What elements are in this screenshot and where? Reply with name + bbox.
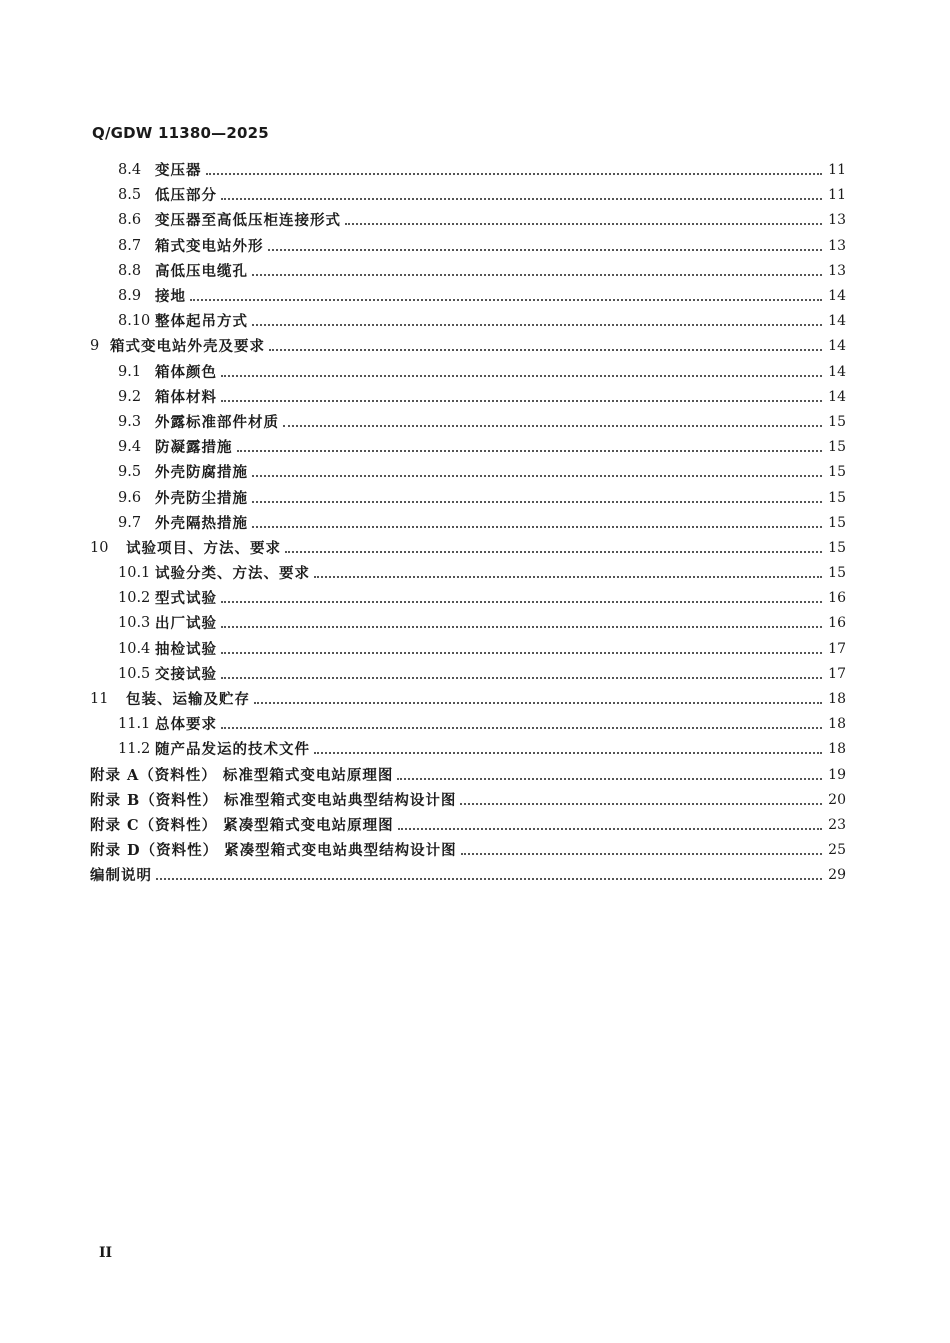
toc-entry-title: 试验分类、方法、要求 — [155, 565, 310, 583]
toc-entry-title: 外壳防尘措施 — [155, 489, 248, 507]
toc-entry-page: 13 — [828, 212, 846, 229]
toc-entry-number: 8.4 — [118, 162, 142, 179]
toc-dot-leader — [252, 273, 822, 276]
toc-entry-page: 14 — [828, 313, 846, 330]
toc-entry-title: 外壳隔热措施 — [155, 514, 248, 532]
toc-entry-number: 9.6 — [118, 489, 142, 506]
toc-dot-leader — [206, 172, 823, 175]
toc-dot-leader — [345, 222, 822, 225]
toc-entry-number: 8.8 — [118, 262, 142, 279]
toc-entry-page: 18 — [828, 741, 846, 758]
toc-entry-title: 变压器至高低压柜连接形式 — [155, 212, 341, 230]
toc-entry[interactable] — [90, 536, 846, 561]
toc-entry-page: 15 — [828, 439, 846, 456]
toc-entry-page: 11 — [828, 162, 846, 179]
toc-entry-number: 10.2 — [118, 590, 151, 607]
toc-dot-leader — [269, 348, 822, 351]
toc-entry-number: 9.5 — [118, 464, 142, 481]
toc-entry[interactable] — [90, 813, 846, 838]
toc-entry-page: 18 — [828, 716, 846, 733]
toc-entry-title: 抽检试验 — [155, 640, 217, 658]
toc-entry-number: 10.5 — [118, 665, 151, 682]
toc-entry-number: 9.3 — [118, 413, 142, 430]
toc-entry-title: 箱体材料 — [155, 388, 217, 406]
toc-entry-page: 29 — [828, 867, 846, 884]
toc-entry[interactable] — [90, 259, 846, 284]
toc-entry-title: 外壳防腐措施 — [155, 464, 248, 482]
toc-entry-number: 8.7 — [118, 237, 142, 254]
toc-entry-number: 10.4 — [118, 640, 151, 657]
toc-dot-leader — [397, 777, 822, 780]
toc-entry-title: 低压部分 — [155, 187, 217, 205]
toc-dot-leader — [252, 323, 822, 326]
toc-entry[interactable] — [90, 712, 846, 737]
toc-entry[interactable] — [90, 183, 846, 208]
toc-entry[interactable] — [90, 360, 846, 385]
toc-dot-leader — [221, 399, 822, 402]
toc-entry-page: 16 — [828, 615, 846, 632]
toc-entry-title: 总体要求 — [155, 716, 217, 734]
toc-entry[interactable] — [90, 838, 846, 863]
toc-entry-title: 交接试验 — [155, 665, 217, 683]
toc-entry[interactable] — [90, 637, 846, 662]
toc-entry-page: 17 — [828, 665, 846, 682]
toc-dot-leader — [460, 802, 822, 805]
toc-dot-leader — [398, 827, 823, 830]
toc-entry-number: 11.1 — [118, 716, 151, 733]
toc-entry-page: 13 — [828, 262, 846, 279]
toc-entry-page: 17 — [828, 640, 846, 657]
toc-dot-leader — [283, 424, 822, 427]
toc-entry-page: 14 — [828, 288, 846, 305]
toc-entry-page: 15 — [828, 413, 846, 430]
toc-entry-page: 16 — [828, 590, 846, 607]
toc-entry-title: 试验项目、方法、要求 — [126, 539, 281, 557]
toc-entry-title: 外露标准部件材质 — [155, 413, 279, 431]
toc-entry[interactable] — [90, 788, 846, 813]
toc-entry-number: 10.1 — [118, 565, 151, 582]
toc-dot-leader — [221, 197, 822, 200]
toc-entry-title: 附录 A（资料性） 标准型箱式变电站原理图 — [90, 766, 394, 784]
toc-dot-leader — [221, 651, 822, 654]
toc-entry-page: 15 — [828, 539, 846, 556]
toc-entry-title: 防凝露措施 — [155, 439, 233, 457]
toc-dot-leader — [221, 676, 822, 679]
toc-entry-number: 11 — [90, 691, 109, 708]
toc-dot-leader — [314, 751, 822, 754]
toc-entry[interactable] — [90, 385, 846, 410]
toc-entry-page: 13 — [828, 237, 846, 254]
toc-entry[interactable] — [90, 863, 846, 888]
toc-entry-page: 15 — [828, 464, 846, 481]
document-code: Q/GDW 11380—2025 — [92, 124, 269, 142]
toc-dot-leader — [221, 600, 822, 603]
toc-entry[interactable] — [90, 611, 846, 636]
toc-entry-title: 附录 C（资料性） 紧凑型箱式变电站原理图 — [90, 816, 394, 834]
toc-dot-leader — [221, 726, 822, 729]
toc-entry-title: 变压器 — [155, 162, 202, 180]
toc-entry-title: 高低压电缆孔 — [155, 262, 248, 280]
toc-dot-leader — [285, 550, 822, 553]
toc-entry[interactable] — [90, 435, 846, 460]
toc-entry[interactable] — [90, 561, 846, 586]
toc-entry[interactable] — [90, 511, 846, 536]
toc-entry-number: 8.6 — [118, 212, 142, 229]
toc-entry[interactable] — [90, 586, 846, 611]
page-number: II — [99, 1245, 113, 1261]
toc-entry[interactable] — [90, 334, 846, 359]
toc-entry-page: 23 — [828, 816, 846, 833]
toc-entry-page: 18 — [828, 691, 846, 708]
toc-dot-leader — [254, 701, 822, 704]
toc-entry-title: 随产品发运的技术文件 — [155, 741, 310, 759]
toc-entry-page: 15 — [828, 565, 846, 582]
toc-entry[interactable] — [90, 763, 846, 788]
toc-entry-number: 9.7 — [118, 514, 142, 531]
toc-entry-number: 8.10 — [118, 313, 151, 330]
toc-entry-page: 11 — [828, 187, 846, 204]
toc-entry-number: 10.3 — [118, 615, 151, 632]
toc-entry[interactable] — [90, 687, 846, 712]
toc-dot-leader — [461, 852, 823, 855]
toc-entry-page: 25 — [828, 842, 846, 859]
toc-entry-number: 9 — [90, 338, 100, 355]
toc-entry[interactable] — [90, 158, 846, 183]
toc-entry-number: 8.5 — [118, 187, 142, 204]
table-of-contents — [90, 158, 846, 888]
toc-dot-leader — [252, 474, 822, 477]
toc-entry-title: 出厂试验 — [155, 615, 217, 633]
toc-entry[interactable] — [90, 737, 846, 762]
toc-entry[interactable] — [90, 485, 846, 510]
toc-entry-number: 9.2 — [118, 388, 142, 405]
toc-entry[interactable] — [90, 460, 846, 485]
toc-dot-leader — [221, 374, 822, 377]
toc-entry-page: 19 — [828, 766, 846, 783]
toc-entry[interactable] — [90, 309, 846, 334]
toc-entry-title: 整体起吊方式 — [155, 313, 248, 331]
toc-entry-title: 附录 D（资料性） 紧凑型箱式变电站典型结构设计图 — [90, 842, 457, 860]
toc-dot-leader — [252, 525, 822, 528]
toc-entry-title: 编制说明 — [90, 867, 152, 885]
toc-entry-number: 11.2 — [118, 741, 151, 758]
toc-entry-page: 14 — [828, 388, 846, 405]
toc-dot-leader — [237, 449, 823, 452]
toc-entry-page: 15 — [828, 514, 846, 531]
toc-entry-title: 包装、运输及贮存 — [126, 691, 250, 709]
toc-entry[interactable] — [90, 208, 846, 233]
toc-dot-leader — [190, 298, 822, 301]
toc-entry-title: 型式试验 — [155, 590, 217, 608]
toc-entry-title: 箱体颜色 — [155, 363, 217, 381]
toc-dot-leader — [268, 248, 823, 251]
toc-entry-page: 15 — [828, 489, 846, 506]
toc-entry-number: 9.4 — [118, 439, 142, 456]
toc-dot-leader — [156, 877, 822, 880]
toc-entry[interactable] — [90, 410, 846, 435]
toc-entry-title: 箱式变电站外形 — [155, 237, 264, 255]
toc-entry-title: 接地 — [155, 288, 186, 306]
toc-entry[interactable] — [90, 284, 846, 309]
toc-entry-page: 14 — [828, 338, 846, 355]
toc-entry-page: 14 — [828, 363, 846, 380]
toc-dot-leader — [221, 625, 822, 628]
toc-dot-leader — [252, 500, 822, 503]
toc-entry-title: 附录 B（资料性） 标准型箱式变电站典型结构设计图 — [90, 791, 457, 809]
toc-entry-number: 8.9 — [118, 288, 142, 305]
toc-entry[interactable] — [90, 662, 846, 687]
toc-entry-number: 9.1 — [118, 363, 142, 380]
toc-entry[interactable] — [90, 234, 846, 259]
toc-dot-leader — [314, 575, 822, 578]
toc-entry-title: 箱式变电站外壳及要求 — [110, 338, 265, 356]
toc-entry-number: 10 — [90, 539, 109, 556]
toc-entry-page: 20 — [828, 791, 846, 808]
